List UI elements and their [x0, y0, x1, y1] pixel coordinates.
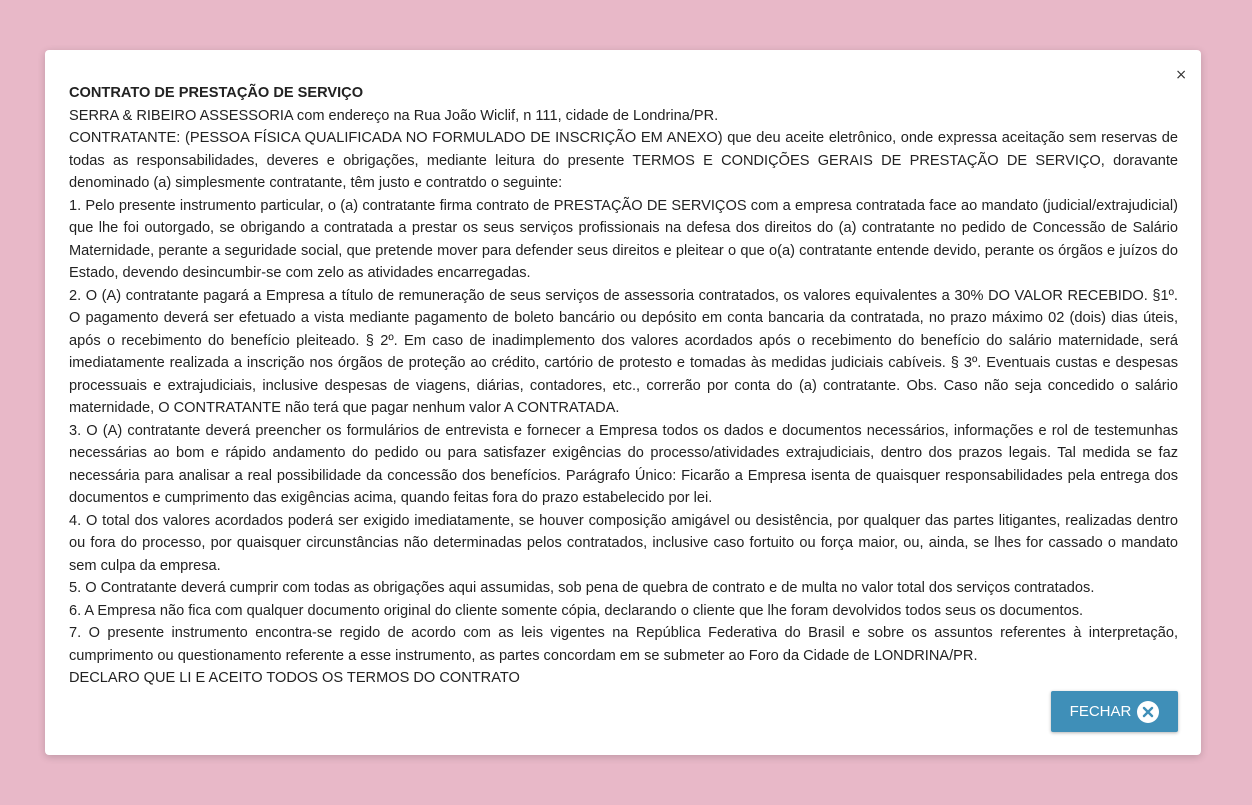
acceptance-declaration: DECLARO QUE LI E ACEITO TODOS OS TERMOS DO CONTRATO [69, 670, 520, 686]
clause-2: 2. O (A) contratante pagará a Empresa a título de remuneração de seus serviços de assessoria contratados, os valores equivalentes a 30% DO VALOR RECEBIDO. §1º. O pagamento deverá ser efetuado a vista mediante pagamento de boleto bancário ou depósito em conta bancaria da contratada, no prazo máximo 02 (dois) dias úteis, após o recebimento do benefício pleiteado. § 2º. Em caso de inadimplemento dos valores acordados após o recebimento do benefício do salário maternidade, será imediatamente realizada a inscrição nos órgãos de proteção ao crédito, cartório de protesto e tomadas às medidas judiciais cabíveis. § 3º. Eventuais custas e despesas processuais e extrajudiciais, inclusive despesas de viagens, diárias, contadores, etc., correrão por conta do (a) contratante. Obs. Caso não seja concedido o salário maternidade, O CONTRATANTE não terá que pagar nenhum valor A CONTRATADA. [69, 287, 1178, 416]
contratante-clause: CONTRATANTE: (PESSOA FÍSICA QUALIFICADA NO FORMULADO DE INSCRIÇÃO EM ANEXO) que deu aceite eletrônico, onde expressa aceitação sem reservas de todas as responsabilidades, deveres e obrigações, mediante leitura do presente TERMOS E CONDIÇÕES GERAIS DE PRESTAÇÃO DE SERVIÇO, doravante denominado (a) simplesmente contratante, têm justo e contratdo o seguinte: [69, 130, 1178, 191]
clause-1: 1. Pelo presente instrumento particular, o (a) contratante firma contrato de PRESTAÇÃO DE SERVIÇOS com a empresa contratada face ao mandato (judicial/extrajudicial) que lhe foi outorgado, se obrigando a contratada a prestar os seus serviços profissionais na defesa dos direitos do (a) contratante no pedido de Concessão de Salário Maternidade, perante a seguridade social, que pretende mover para defender seus direitos e pleitear o que o(a) contratante entende devido, perante os órgãos e juízos do Estado, devendo desincumbir-se com zelo as atividades encarregadas. [69, 197, 1178, 281]
clause-6: 6. A Empresa não fica com qualquer documento original do cliente somente cópia, declarando o cliente que lhe foram devolvidos todos seus os documentos. [69, 602, 1084, 619]
clause-5: 5. O Contratante deverá cumprir com todas as obrigações aqui assumidas, sob pena de quebra de contrato e de multa no valor total dos serviços contratados. [69, 580, 1095, 596]
contract-text [69, 82, 1178, 690]
clause-7: 7. O presente instrumento encontra-se regido de acordo com as leis vigentes na República Federativa do Brasil e sobre os assuntos referentes à interpretação, cumprimento ou questionamento referente a esse instrumento, as partes concordam em se submeter ao Foro da Cidade de LONDRINA/PR. [69, 625, 1178, 664]
company-info: SERRA & RIBEIRO ASSESSORIA com endereço na Rua João Wiclif, n 111, cidade de Londrina/PR. [69, 107, 719, 124]
fechar-button-label: FECHAR [1069, 703, 1132, 720]
fechar-button[interactable] [1051, 691, 1178, 732]
clause-4: 4. O total dos valores acordados poderá ser exigido imediatamente, se houver composição amigável ou desistência, por qualquer das partes litigantes, realizadas dentro ou fora do processo, por quaisquer circunstâncias não determinadas pelos contratados, inclusive caso fortuito ou força maior, ou, ainda, se lhes for cassado o mandato sem culpa da empresa. [69, 512, 1178, 574]
contract-title: CONTRATO DE PRESTAÇÃO DE SERVIÇO [69, 85, 364, 101]
close-icon[interactable]: × [1175, 67, 1187, 83]
contract-modal [45, 50, 1201, 755]
clause-3: 3. O (A) contratante deverá preencher os formulários de entrevista e fornecer a Empresa todos os dados e documentos necessários, informações e rol de testemunhas necessárias ao bom e rápido andamento do pedido ou para satisfazer exigências do processo/atividades extrajudiciais, dentro dos prazos legais. Tal medida se faz necessária para analisar a real possibilidade da concessão dos benefícios. Parágrafo Único: Ficarão a Empresa isenta de quaisquer responsabilidades pela entrega dos documentos e cumprimento das exigências acima, quando feitas fora do prazo estabelecido por lei. [69, 422, 1178, 506]
close-circle-icon [1137, 701, 1159, 723]
